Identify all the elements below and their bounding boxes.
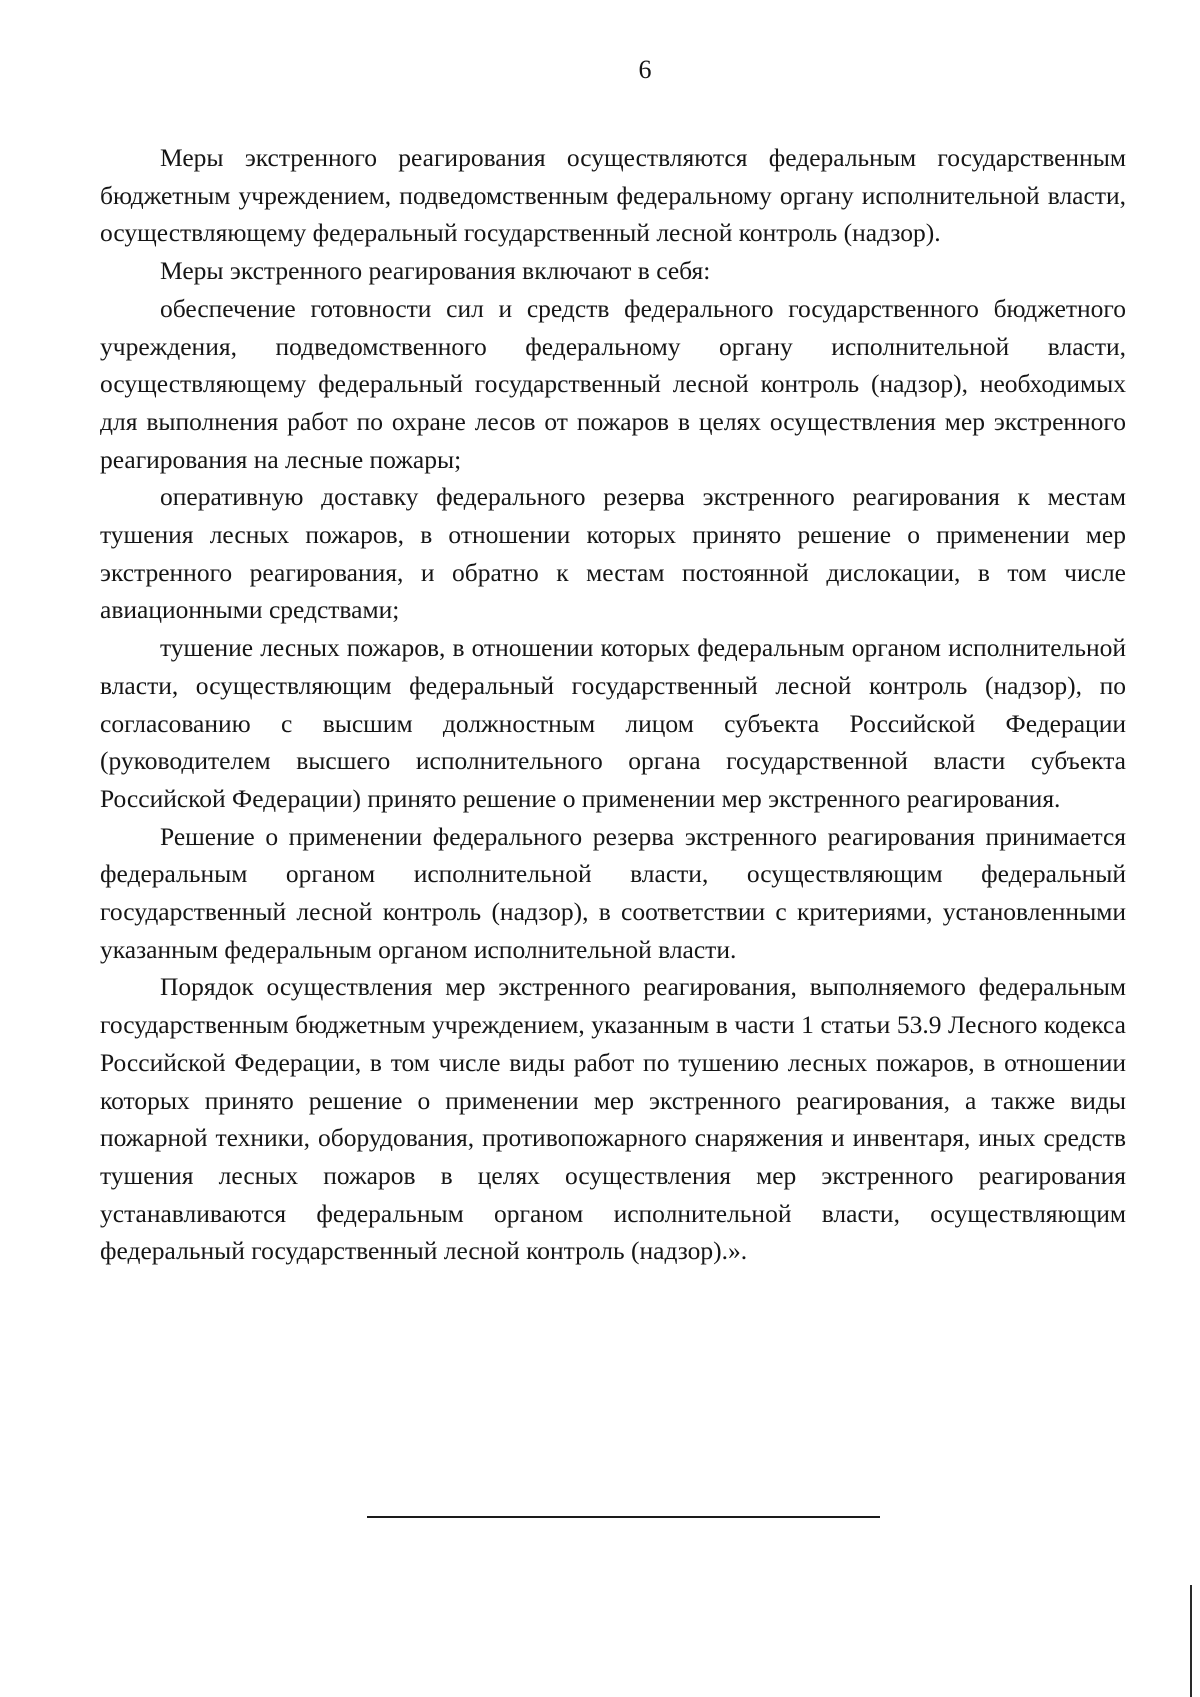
page-number: 6 bbox=[638, 55, 652, 84]
paragraph-emergency-measures-executor: Меры экстренного реагирования осуществляются федеральным государственным бюджетным учреждением, подведомственным федеральному органу исполнительной власти, осуществляющему федеральный государственный лесной контроль (надзор). bbox=[100, 143, 1126, 248]
paragraph-reserve-delivery: оперативную доставку федерального резерва экстренного реагирования к местам тушения лесных пожаров, в отношении которых принято решение о применении мер экстренного реагирования, и обратно к местам постоянной дислокации, в том числе авиационными средствами; bbox=[100, 482, 1126, 625]
paragraph-readiness-of-forces: обеспечение готовности сил и средств федерального государственного бюджетного учреждения, подведомственного федеральному органу исполнительной власти, осуществляющему федеральный государственный лесной контроль (надзор), необходимых для выполнения работ по охране лесов от пожаров в целях осуществления мер экстренного реагирования на лесные пожары; bbox=[100, 293, 1126, 474]
paragraph-fire-extinguishing: тушение лесных пожаров, в отношении которых федеральным органом исполнительной власти, осуществляющим федеральный государственный лесной контроль (надзор), по согласованию с высшим должностным лицом субъекта Российской Федерации (руководителем высшего исполнительного органа государственной власти субъекта Российской Федерации) принято решение о применении мер экстренного реагирования. bbox=[100, 633, 1126, 813]
paragraph-reserve-decision: Решение о применении федерального резерва экстренного реагирования принимается федеральным органом исполнительной власти, осуществляющим федеральный государственный лесной контроль (надзор), в соответствии с критериями, установленными указанным федеральным органом исполнительной власти. bbox=[100, 821, 1126, 964]
scan-margin-mark bbox=[1190, 1585, 1192, 1697]
end-separator-line bbox=[367, 1516, 880, 1518]
document-body bbox=[100, 139, 1126, 1270]
paragraph-procedure: Порядок осуществления мер экстренного реагирования, выполняемого федеральным государственным бюджетным учреждением, указанным в части 1 статьи 53.9 Лесного кодекса Российской Федерации, в том числе виды работ по тушению лесных пожаров, в отношении которых принято решение о применении мер экстренного реагирования, а также виды пожарной техники, оборудования, противопожарного снаряжения и инвентаря, иных средств тушения лесных пожаров в целях осуществления мер экстренного реагирования устанавливаются федеральным органом исполнительной власти, осуществляющим федеральный государственный лесной контроль (надзор).». bbox=[100, 972, 1126, 1266]
paragraph-measures-include: Меры экстренного реагирования включают в себя: bbox=[160, 256, 711, 286]
